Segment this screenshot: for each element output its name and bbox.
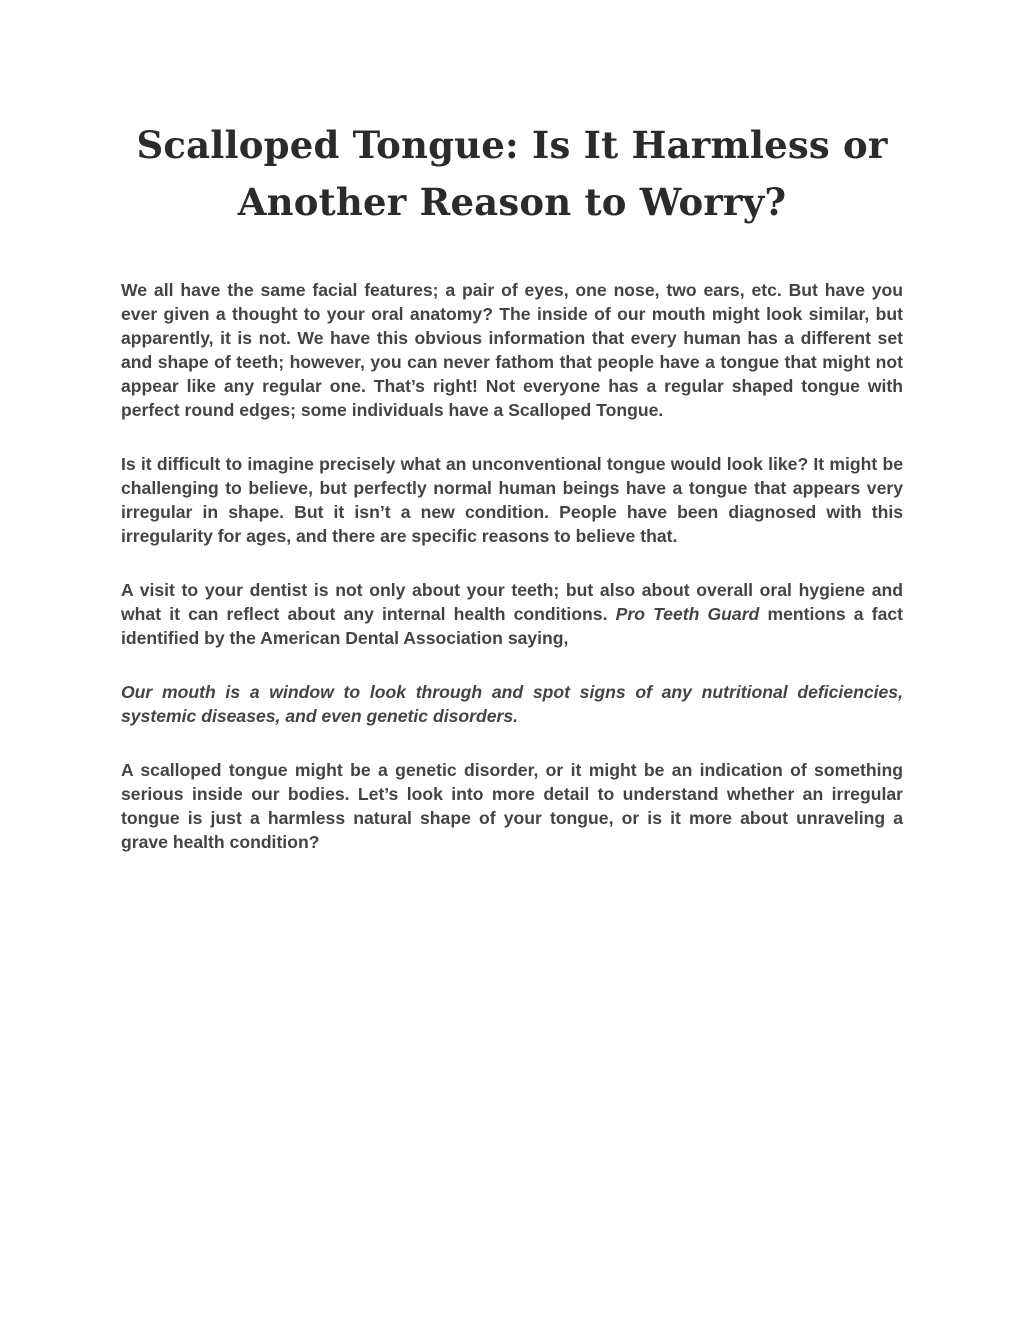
page-title: Scalloped Tongue: Is It Harmless or Another Reason to Worry? [136, 123, 888, 224]
source-name: Pro Teeth Guard [615, 604, 760, 624]
dentist-text-before: A visit to your dentist is not only about your teeth; but also about overall oral hygiene and what it can reflect about any internal health conditions. [121, 580, 903, 624]
ada-quote: Our mouth is a window to look through and spot signs of any nutritional deficiencies, systemic diseases, and even genetic disorders. [121, 682, 903, 726]
closing-paragraph: A scalloped tongue might be a genetic disorder, or it might be an indication of something serious inside our bodies. Let’s look into more detail to understand whether an irregular tongue is just a harmless natural shape of your tongue, or is it more about unraveling a grave health condition? [121, 760, 903, 852]
dentist-paragraph [121, 578, 903, 650]
article-body [121, 278, 903, 884]
dentist-text-after: mentions a fact identified by the American Dental Association saying, [121, 604, 904, 648]
imagine-paragraph: Is it difficult to imagine precisely what an unconventional tongue would look like? It might be challenging to believe, but perfectly normal human beings have a tongue that appears very irregular in shape. But it isn’t a new condition. People have been diagnosed with this irregularity for ages, and there are specific reasons to believe that. [121, 454, 903, 546]
intro-paragraph: We all have the same facial features; a pair of eyes, one nose, two ears, etc. But have you ever given a thought to your oral anatomy? The inside of our mouth might look similar, but apparently, it is not. We have this obvious information that every human has a different set and shape of teeth; however, you can never fathom that people have a tongue that might not appear like any regular one. That’s right! Not everyone has a regular shaped tongue with perfect round edges; some individuals have a Scalloped Tongue. [121, 280, 903, 420]
